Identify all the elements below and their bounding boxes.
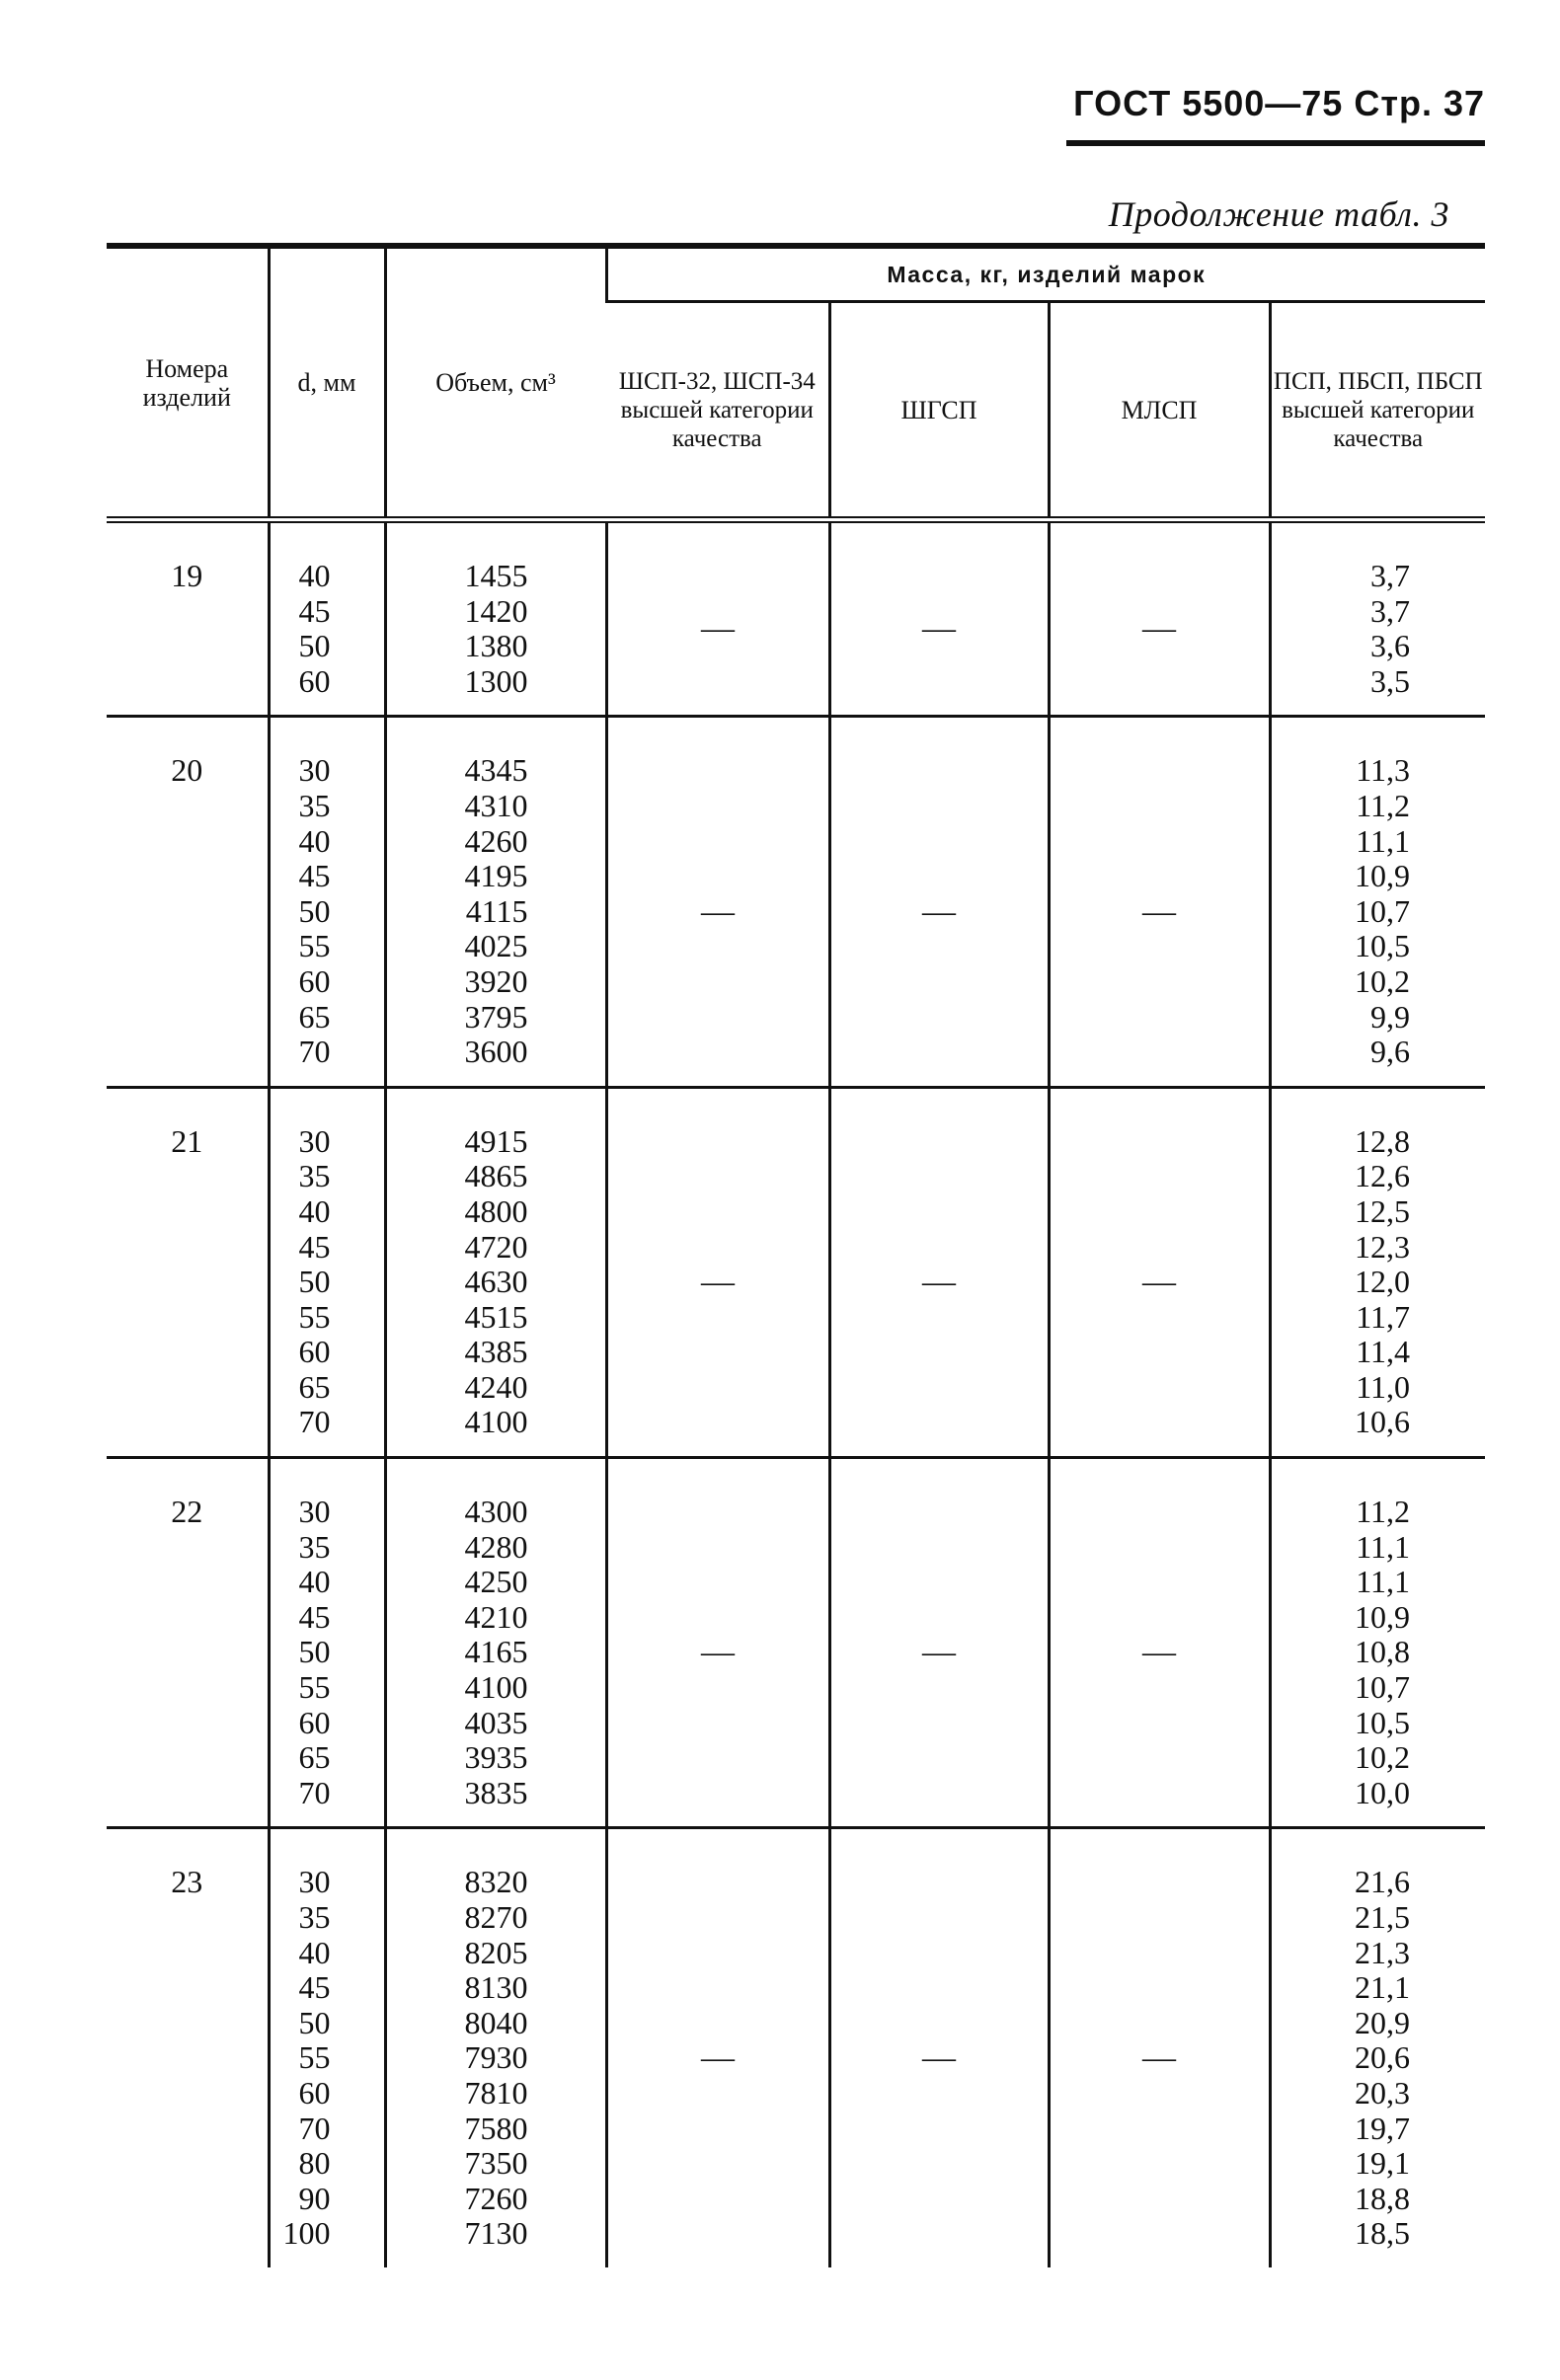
volume-value: 1380 <box>464 628 528 664</box>
volume-value: 3795 <box>464 998 528 1035</box>
volume-value: 4345 <box>464 752 528 789</box>
mass-value: 11,4 <box>1356 1334 1410 1370</box>
diameter-value: 50 <box>298 1634 331 1670</box>
table-row-group <box>107 1828 1485 2267</box>
cell-mass-shgsp: — <box>829 1087 1049 1457</box>
mass-value: 10,0 <box>1355 1774 1410 1810</box>
volume-value: 8040 <box>464 2004 528 2040</box>
mass-value: 20,6 <box>1355 2039 1410 2076</box>
mass-value: 12,3 <box>1355 1228 1410 1265</box>
volume-value: 8270 <box>464 1899 528 1935</box>
cell-mass-shgsp: — <box>829 717 1049 1087</box>
column-header-psp: ПСП, ПБСП, ПБСП высшей категории качества <box>1270 302 1485 520</box>
mass-value: 11,7 <box>1356 1298 1410 1335</box>
diameter-value: 70 <box>298 2110 331 2146</box>
mass-value: 11,0 <box>1356 1368 1410 1405</box>
volume-value: 4100 <box>464 1669 528 1706</box>
cell-mass-mlsp: — <box>1049 1087 1270 1457</box>
mass-value: 3,7 <box>1370 592 1410 629</box>
table-body <box>107 520 1485 2267</box>
diameter-value: 50 <box>298 892 331 929</box>
volume-value: 3835 <box>464 1774 528 1810</box>
mass-value: 10,5 <box>1355 928 1410 964</box>
mass-value: 20,9 <box>1355 2004 1410 2040</box>
table-row-group <box>107 1458 1485 1828</box>
volume-value: 7930 <box>464 2039 528 2076</box>
diameter-value: 30 <box>298 1494 331 1530</box>
mass-value: 11,1 <box>1356 1528 1410 1565</box>
diameter-value: 70 <box>298 1404 331 1440</box>
diameter-value: 70 <box>298 1774 331 1810</box>
diameter-value: 55 <box>298 1669 331 1706</box>
volume-value: 4630 <box>464 1264 528 1300</box>
cell-mass-mlsp: — <box>1049 1828 1270 2267</box>
diameter-value: 30 <box>298 1122 331 1159</box>
cell-volume-list <box>385 520 606 717</box>
volume-value: 1300 <box>464 662 528 699</box>
cell-diameter-list <box>269 717 385 1087</box>
page-header-rule <box>1066 140 1485 146</box>
volume-value: 1455 <box>464 558 528 593</box>
cell-volume-list <box>385 1828 606 2267</box>
mass-value: 10,2 <box>1355 1739 1410 1776</box>
diameter-value: 65 <box>298 1368 331 1405</box>
diameter-value: 60 <box>298 962 331 999</box>
mass-value: 20,3 <box>1355 2074 1410 2111</box>
diameter-value: 45 <box>298 858 331 894</box>
mass-volume-table <box>107 243 1485 2267</box>
column-header-volume: Объем, см³ <box>385 246 606 520</box>
volume-value: 8205 <box>464 1934 528 1970</box>
volume-value: 7350 <box>464 2145 528 2182</box>
diameter-value: 45 <box>298 1228 331 1265</box>
mass-value: 21,6 <box>1355 1864 1410 1900</box>
cell-mass-shsp: — <box>606 1087 829 1457</box>
volume-value: 4115 <box>465 892 528 929</box>
cell-mass-psp-list <box>1270 717 1485 1087</box>
diameter-value: 80 <box>298 2145 331 2182</box>
product-number: 20 <box>171 752 203 789</box>
volume-value: 4310 <box>464 787 528 823</box>
volume-value: 7130 <box>464 2215 528 2252</box>
volume-value: 4240 <box>464 1368 528 1405</box>
mass-value: 18,5 <box>1355 2215 1410 2252</box>
volume-value: 8130 <box>464 1969 528 2006</box>
mass-value: 10,9 <box>1355 1598 1410 1635</box>
mass-value: 18,8 <box>1355 2180 1410 2216</box>
cell-mass-psp-list <box>1270 1458 1485 1828</box>
product-number: 23 <box>171 1864 203 1900</box>
volume-value: 4250 <box>464 1564 528 1600</box>
diameter-value: 45 <box>298 1598 331 1635</box>
cell-mass-shgsp: — <box>829 1828 1049 2267</box>
diameter-value: 100 <box>282 2215 331 2252</box>
cell-product-number <box>107 520 269 717</box>
volume-value: 4035 <box>464 1704 528 1740</box>
volume-value: 4800 <box>464 1192 528 1229</box>
diameter-value: 90 <box>298 2180 331 2216</box>
mass-value: 9,6 <box>1370 1034 1410 1070</box>
cell-product-number <box>107 1087 269 1457</box>
volume-value: 4165 <box>464 1634 528 1670</box>
volume-value: 4865 <box>464 1158 528 1194</box>
volume-value: 4515 <box>464 1298 528 1335</box>
mass-value: 3,7 <box>1370 558 1410 593</box>
mass-value: 11,2 <box>1356 1494 1410 1530</box>
diameter-value: 40 <box>298 558 331 593</box>
mass-value: 19,1 <box>1355 2145 1410 2182</box>
mass-value: 11,1 <box>1356 822 1410 859</box>
volume-value: 4210 <box>464 1598 528 1635</box>
diameter-value: 40 <box>298 1564 331 1600</box>
mass-value: 21,5 <box>1355 1899 1410 1935</box>
diameter-value: 30 <box>298 1864 331 1900</box>
cell-product-number <box>107 717 269 1087</box>
volume-value: 4720 <box>464 1228 528 1265</box>
table-row-group <box>107 717 1485 1087</box>
column-header-mlsp: МЛСП <box>1049 302 1270 520</box>
cell-mass-shgsp: — <box>829 520 1049 717</box>
volume-value: 8320 <box>464 1864 528 1900</box>
mass-value: 11,2 <box>1356 787 1410 823</box>
cell-product-number <box>107 1458 269 1828</box>
volume-value: 4300 <box>464 1494 528 1530</box>
mass-value: 10,9 <box>1355 858 1410 894</box>
volume-value: 4385 <box>464 1334 528 1370</box>
table-continuation-caption: Продолжение табл. 3 <box>1108 194 1449 234</box>
mass-value: 12,6 <box>1355 1158 1410 1194</box>
diameter-value: 60 <box>298 1704 331 1740</box>
table-row-group <box>107 520 1485 717</box>
diameter-value: 50 <box>298 1264 331 1300</box>
volume-value: 4100 <box>464 1404 528 1440</box>
volume-value: 4025 <box>464 928 528 964</box>
cell-mass-psp-list <box>1270 520 1485 717</box>
mass-value: 11,1 <box>1356 1564 1410 1600</box>
diameter-value: 35 <box>298 1158 331 1194</box>
diameter-value: 70 <box>298 1034 331 1070</box>
diameter-value: 35 <box>298 1899 331 1935</box>
cell-diameter-list <box>269 520 385 717</box>
mass-value: 9,9 <box>1370 998 1410 1035</box>
mass-value: 21,3 <box>1355 1934 1410 1970</box>
cell-mass-shsp: — <box>606 1458 829 1828</box>
diameter-value: 40 <box>298 1934 331 1970</box>
volume-value: 7260 <box>464 2180 528 2216</box>
volume-value: 4260 <box>464 822 528 859</box>
cell-mass-mlsp: — <box>1049 1458 1270 1828</box>
mass-value: 10,7 <box>1355 1669 1410 1706</box>
column-group-mass: Масса, кг, изделий марок <box>606 246 1485 302</box>
diameter-value: 60 <box>298 1334 331 1370</box>
mass-value: 12,8 <box>1355 1122 1410 1159</box>
volume-value: 4915 <box>464 1122 528 1159</box>
mass-value: 11,3 <box>1356 752 1410 789</box>
table-row-group <box>107 1087 1485 1457</box>
cell-mass-shgsp: — <box>829 1458 1049 1828</box>
mass-value: 10,6 <box>1355 1404 1410 1440</box>
volume-value: 3920 <box>464 962 528 999</box>
diameter-value: 65 <box>298 1739 331 1776</box>
cell-volume-list <box>385 717 606 1087</box>
volume-value: 7580 <box>464 2110 528 2146</box>
mass-value: 10,7 <box>1355 892 1410 929</box>
diameter-value: 55 <box>298 1298 331 1335</box>
volume-value: 4195 <box>464 858 528 894</box>
mass-value: 3,5 <box>1370 662 1410 699</box>
diameter-value: 35 <box>298 787 331 823</box>
cell-mass-psp-list <box>1270 1087 1485 1457</box>
cell-mass-psp-list <box>1270 1828 1485 2267</box>
mass-value: 12,5 <box>1355 1192 1410 1229</box>
cell-diameter-list <box>269 1087 385 1457</box>
volume-value: 1420 <box>464 592 528 629</box>
mass-value: 10,5 <box>1355 1704 1410 1740</box>
cell-mass-mlsp: — <box>1049 717 1270 1087</box>
cell-volume-list <box>385 1458 606 1828</box>
volume-value: 3935 <box>464 1739 528 1776</box>
diameter-value: 65 <box>298 998 331 1035</box>
mass-value: 21,1 <box>1355 1969 1410 2006</box>
cell-volume-list <box>385 1087 606 1457</box>
diameter-value: 40 <box>298 822 331 859</box>
mass-value: 10,2 <box>1355 962 1410 999</box>
cell-diameter-list <box>269 1458 385 1828</box>
diameter-value: 55 <box>298 928 331 964</box>
volume-value: 3600 <box>464 1034 528 1070</box>
column-header-number: Номера изделий <box>107 246 269 520</box>
diameter-value: 30 <box>298 752 331 789</box>
cell-diameter-list <box>269 1828 385 2267</box>
diameter-value: 55 <box>298 2039 331 2076</box>
product-number: 22 <box>171 1494 203 1530</box>
page-header: ГОСТ 5500—75 Стр. 37 <box>1073 83 1485 123</box>
diameter-value: 60 <box>298 2074 331 2111</box>
mass-value: 10,8 <box>1355 1634 1410 1670</box>
cell-product-number <box>107 1828 269 2267</box>
diameter-value: 60 <box>298 662 331 699</box>
diameter-value: 40 <box>298 1192 331 1229</box>
cell-mass-mlsp: — <box>1049 520 1270 717</box>
product-number: 21 <box>171 1122 203 1159</box>
cell-mass-shsp: — <box>606 717 829 1087</box>
product-number: 19 <box>171 558 203 593</box>
volume-value: 4280 <box>464 1528 528 1565</box>
diameter-value: 45 <box>298 1969 331 2006</box>
mass-value: 12,0 <box>1355 1264 1410 1300</box>
cell-mass-shsp: — <box>606 1828 829 2267</box>
diameter-value: 35 <box>298 1528 331 1565</box>
cell-mass-shsp: — <box>606 520 829 717</box>
mass-value: 19,7 <box>1355 2110 1410 2146</box>
volume-value: 7810 <box>464 2074 528 2111</box>
column-header-shgsp: ШГСП <box>829 302 1049 520</box>
column-header-d: d, мм <box>269 246 385 520</box>
column-header-shsp: ШСП-32, ШСП-34 высшей категории качества <box>606 302 829 520</box>
mass-value: 3,6 <box>1370 628 1410 664</box>
diameter-value: 50 <box>298 2004 331 2040</box>
diameter-value: 45 <box>298 592 331 629</box>
diameter-value: 50 <box>298 628 331 664</box>
